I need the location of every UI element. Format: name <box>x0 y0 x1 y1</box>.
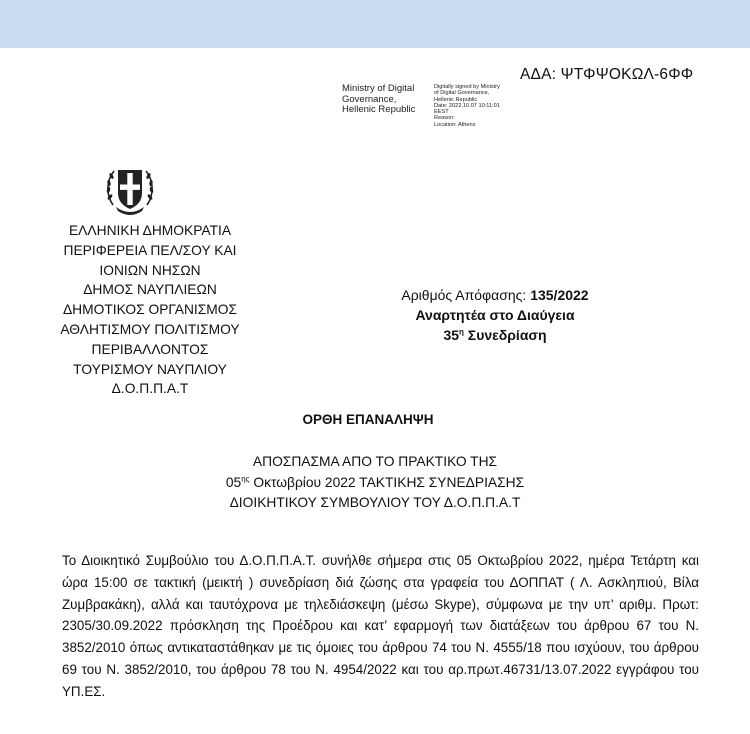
digital-signature-details <box>434 84 534 128</box>
decision-block <box>345 285 645 345</box>
org-line: ΙΟΝΙΩΝ ΝΗΣΩΝ <box>99 262 201 278</box>
excerpt-line-1: ΑΠΟΣΠΑΣΜΑ ΑΠΟ ΤΟ ΠΡΑΚΤΙΚΟ ΤΗΣ <box>252 454 498 469</box>
signature-line: Date: 2022.10.07 10:11:01 <box>434 102 500 109</box>
org-line: ΤΟΥΡΙΣΜΟΥ ΝΑΥΠΛΙΟΥ <box>73 361 227 377</box>
digital-signer <box>342 84 434 116</box>
signature-line: of Digital Governance, <box>434 90 490 97</box>
signature-line: Hellenic Republic <box>434 96 478 103</box>
org-line: ΠΕΡΙΒΑΛΛΟΝΤΟΣ <box>91 341 209 357</box>
org-line: ΕΛΛΗΝΙΚΗ ΔΗΜΟΚΡΑΤΙΑ <box>68 223 232 238</box>
org-line: ΠΕΡΙΦΕΡΕΙΑ ΠΕΛ/ΣΟΥ ΚΑΙ <box>63 242 237 258</box>
signer-line: Governance, <box>342 93 397 105</box>
top-banner <box>0 0 750 48</box>
signature-line: EEST <box>434 109 449 116</box>
signer-line: Ministry of Digital <box>342 83 415 94</box>
excerpt-line-2 <box>0 473 750 494</box>
issuing-organization <box>30 221 270 399</box>
excerpt-date-rest: Οκτωβρίου 2022 ΤΑΚΤΙΚΗΣ ΣΥΝΕΔΡΙΑΣΗΣ <box>249 474 525 490</box>
excerpt-day: 05 <box>225 474 242 490</box>
orthi-text: ΟΡΘΗ ΕΠΑΝΑΛΗΨΗ <box>302 412 434 427</box>
org-line: Δ.Ο.Π.Π.Α.Τ <box>111 381 189 397</box>
decision-number-label: Αριθμός Απόφασης: <box>401 287 531 303</box>
signature-line: Digitally signed by Ministry <box>434 84 500 90</box>
excerpt-line-3: ΔΙΟΙΚΗΤΙΚΟΥ ΣΥΜΒΟΥΛΙΟΥ ΤΟΥ Δ.Ο.Π.Π.Α.Τ <box>229 495 521 510</box>
meeting-paragraph: Το Διοικητικό Συμβούλιο του Δ.Ο.Π.Π.Α.Τ. συνήλθε σήμερα στις 05 Οκτωβρίου 2022, ημέρα Τετάρτη και ώρα 15:00 σε τακτική (μεικτή ) συνεδρίαση διά ζώσης στα γραφεία του ΔΟΠΠΑΤ ( Λ. Ασκληπιού, Βίλα Ζυμβρακάκη), αλλά και ταυτόχρονα με τηλεδιάσκεψη (μέσω Skype), σύμφωνα με την υπ’ αριθμ. Πρωτ: 2305/30.09.2022 πρόσκληση της Προέδρου και κατ’ εφαρμογή των διατάξεων του άρθρου 67 του Ν. 3852/2010 όπως αντικαταστάθηκαν με τις όμοιες του άρθρου 74 του Ν. 4555/18 που ισχύουν, του άρθρου 69 του Ν. 3852/2010, του άρθρου 78 του Ν. 4954/2022 και του αρ.πρωτ.46731/13.07.2022 εγγράφου του ΥΠ.ΕΣ. <box>62 553 699 699</box>
excerpt-day-sup: ης <box>241 473 250 483</box>
session-number <box>345 325 645 345</box>
org-line: ΔΗΜΟΤΙΚΟΣ ΟΡΓΑΝΙΣΜΟΣ <box>62 302 238 318</box>
posted-to-diavgeia: Αναρτητέα στο Διαύγεια <box>415 307 575 323</box>
signature-line: Location: Athens <box>434 121 476 128</box>
ada-code: ΑΔΑ: ΨΤΦΨΟΚΩΛ-6ΦΦ <box>520 66 694 83</box>
decision-number <box>345 285 645 305</box>
signature-line: Reason: <box>434 115 455 122</box>
session-label: Συνεδρίαση <box>463 327 547 343</box>
greek-coat-of-arms-icon <box>104 163 156 219</box>
org-line: ΔΗΜΟΣ ΝΑΥΠΛΙΕΩΝ <box>83 282 217 298</box>
session-sup: η <box>459 327 464 337</box>
session-num: 35 <box>443 327 460 343</box>
org-line: ΑΘΛΗΤΙΣΜΟΥ ΠΟΛΙΤΙΣΜΟΥ <box>60 321 240 337</box>
correct-repetition-heading <box>0 412 750 427</box>
decision-number-value: 135/2022 <box>530 287 589 303</box>
signer-line: Hellenic Republic <box>342 104 416 115</box>
minutes-excerpt-heading <box>0 452 750 514</box>
